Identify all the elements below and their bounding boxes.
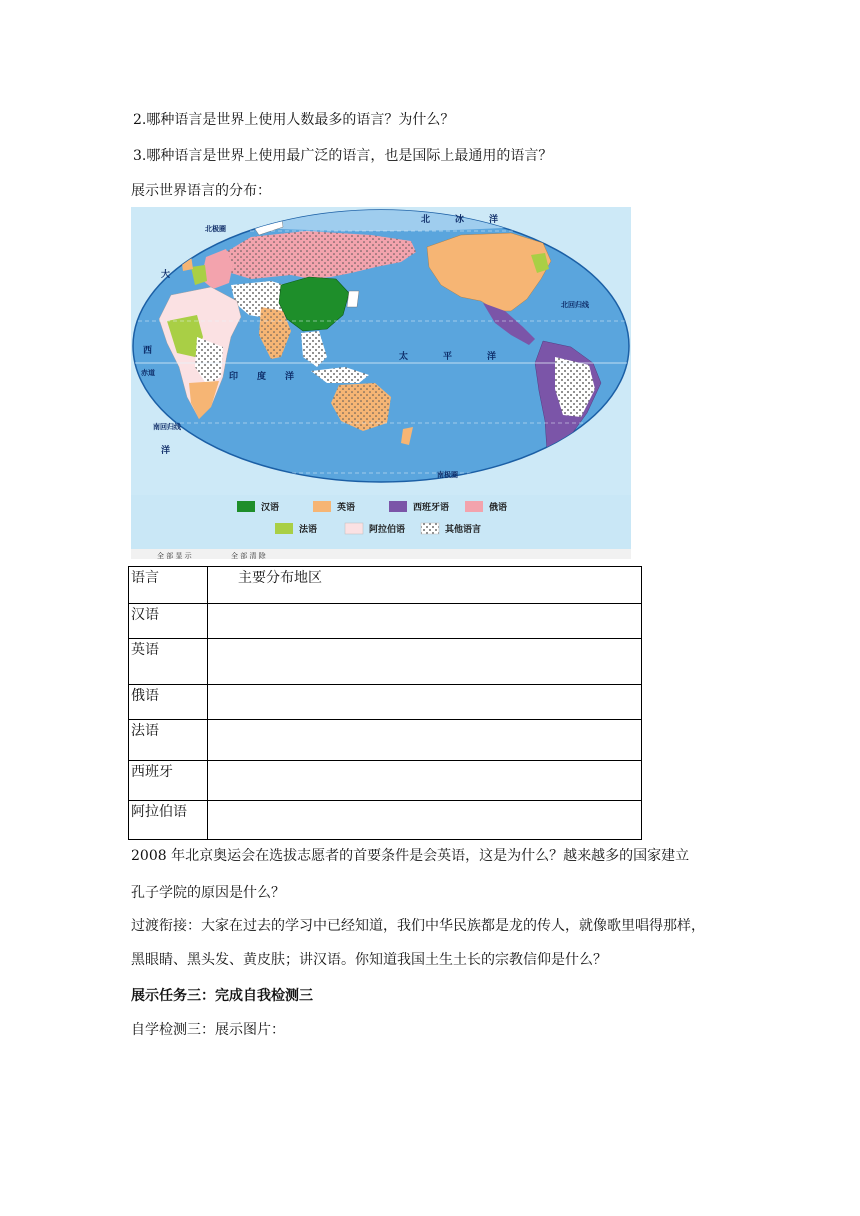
pacific-ocean-label-3: 洋 <box>487 352 497 362</box>
legend-label-arabic: 阿拉伯语 <box>369 525 406 535</box>
table-row <box>129 801 642 840</box>
korea-japan <box>347 291 359 307</box>
legend-swatch-english <box>313 501 331 512</box>
legend-label-russian: 俄语 <box>489 503 508 513</box>
legend-swatch-arabic <box>345 523 363 534</box>
arctic-ocean-label-3: 洋 <box>489 215 499 225</box>
question-2: 2.哪种语言是世界上使用人数最多的语言？为什么？ <box>133 112 455 128</box>
header-language: 语言 <box>129 567 208 604</box>
pacific-ocean-label-2: 平 <box>443 352 453 362</box>
table-row <box>129 639 642 685</box>
show-all-button[interactable]: 全 部 显 示 <box>157 552 192 559</box>
atlantic-ocean-label-3: 洋 <box>161 446 171 456</box>
legend-swatch-chinese <box>237 501 255 512</box>
antarctic-circle-label: 南极圈 <box>437 470 458 479</box>
legend-swatch-russian <box>465 501 483 512</box>
world-language-map <box>131 207 631 559</box>
legend-swatch-other <box>421 523 439 534</box>
self-test-3-line: 自学检测三：展示图片： <box>131 1022 285 1038</box>
atlantic-ocean-label-1: 大 <box>161 270 171 280</box>
row-region-cell[interactable] <box>208 685 642 720</box>
paragraph-transition-line-1: 过渡衔接：大家在过去的学习中已经知道，我们中华民族都是龙的传人，就像歌里唱得那样， <box>131 918 705 934</box>
table-row <box>129 761 642 801</box>
row-language: 俄语 <box>129 685 208 720</box>
task-3-heading: 展示任务三：完成自我检测三 <box>131 988 313 1004</box>
clear-all-button[interactable]: 全 部 清 除 <box>231 552 266 559</box>
row-region-cell[interactable] <box>208 639 642 685</box>
row-language: 英语 <box>129 639 208 685</box>
row-region-cell[interactable] <box>208 720 642 761</box>
tropic-capricorn-label: 南回归线 <box>153 422 181 431</box>
paragraph-transition-line-2: 黑眼睛、黑头发、黄皮肤；讲汉语。你知道我国土生土长的宗教信仰是什么？ <box>131 952 607 968</box>
row-language: 汉语 <box>129 604 208 639</box>
table-row <box>129 720 642 761</box>
legend-label-spanish: 西班牙语 <box>413 503 450 513</box>
paragraph-olympics-line-1: 2008 年北京奥运会在选拔志愿者的首要条件是会英语，这是为什么？越来越多的国家建立 <box>131 848 690 864</box>
indian-ocean-label-1: 印 <box>229 372 239 382</box>
paragraph-olympics-line-2: 孔子学院的原因是什么？ <box>131 885 285 901</box>
question-3: 3.哪种语言是世界上使用最广泛的语言，也是国际上最通用的语言？ <box>133 148 553 164</box>
legend-label-chinese: 汉语 <box>261 503 280 513</box>
language-distribution-table <box>128 566 642 840</box>
row-region-cell[interactable] <box>208 761 642 801</box>
indian-ocean-label-3: 洋 <box>285 372 295 382</box>
indian-ocean-label-2: 度 <box>257 372 267 382</box>
legend-swatch-spanish <box>389 501 407 512</box>
arctic-ocean-label-1: 北 <box>421 215 431 225</box>
table-row <box>129 604 642 639</box>
legend-panel <box>131 495 631 549</box>
row-language: 阿拉伯语 <box>129 801 208 840</box>
atlantic-ocean-label-2: 西 <box>143 346 153 356</box>
legend-label-other: 其他语言 <box>445 525 482 535</box>
legend-label-english: 英语 <box>337 503 356 513</box>
tropic-cancer-label: 北回归线 <box>561 300 589 309</box>
table-header-row <box>129 567 642 604</box>
arctic-ocean-label-2: 冰 <box>455 215 465 225</box>
map-footer-bar <box>131 549 631 559</box>
row-region-cell[interactable] <box>208 801 642 840</box>
arctic-circle-label: 北极圈 <box>205 224 226 233</box>
header-region: 主要分布地区 <box>208 567 642 604</box>
row-region-cell[interactable] <box>208 604 642 639</box>
row-language: 西班牙 <box>129 761 208 801</box>
table-row <box>129 685 642 720</box>
legend-swatch-french <box>275 523 293 534</box>
equator-label: 赤道 <box>141 368 155 377</box>
pacific-ocean-label-1: 太 <box>399 352 409 362</box>
map-intro: 展示世界语言的分布： <box>131 183 271 199</box>
legend-label-french: 法语 <box>299 525 318 535</box>
row-language: 法语 <box>129 720 208 761</box>
